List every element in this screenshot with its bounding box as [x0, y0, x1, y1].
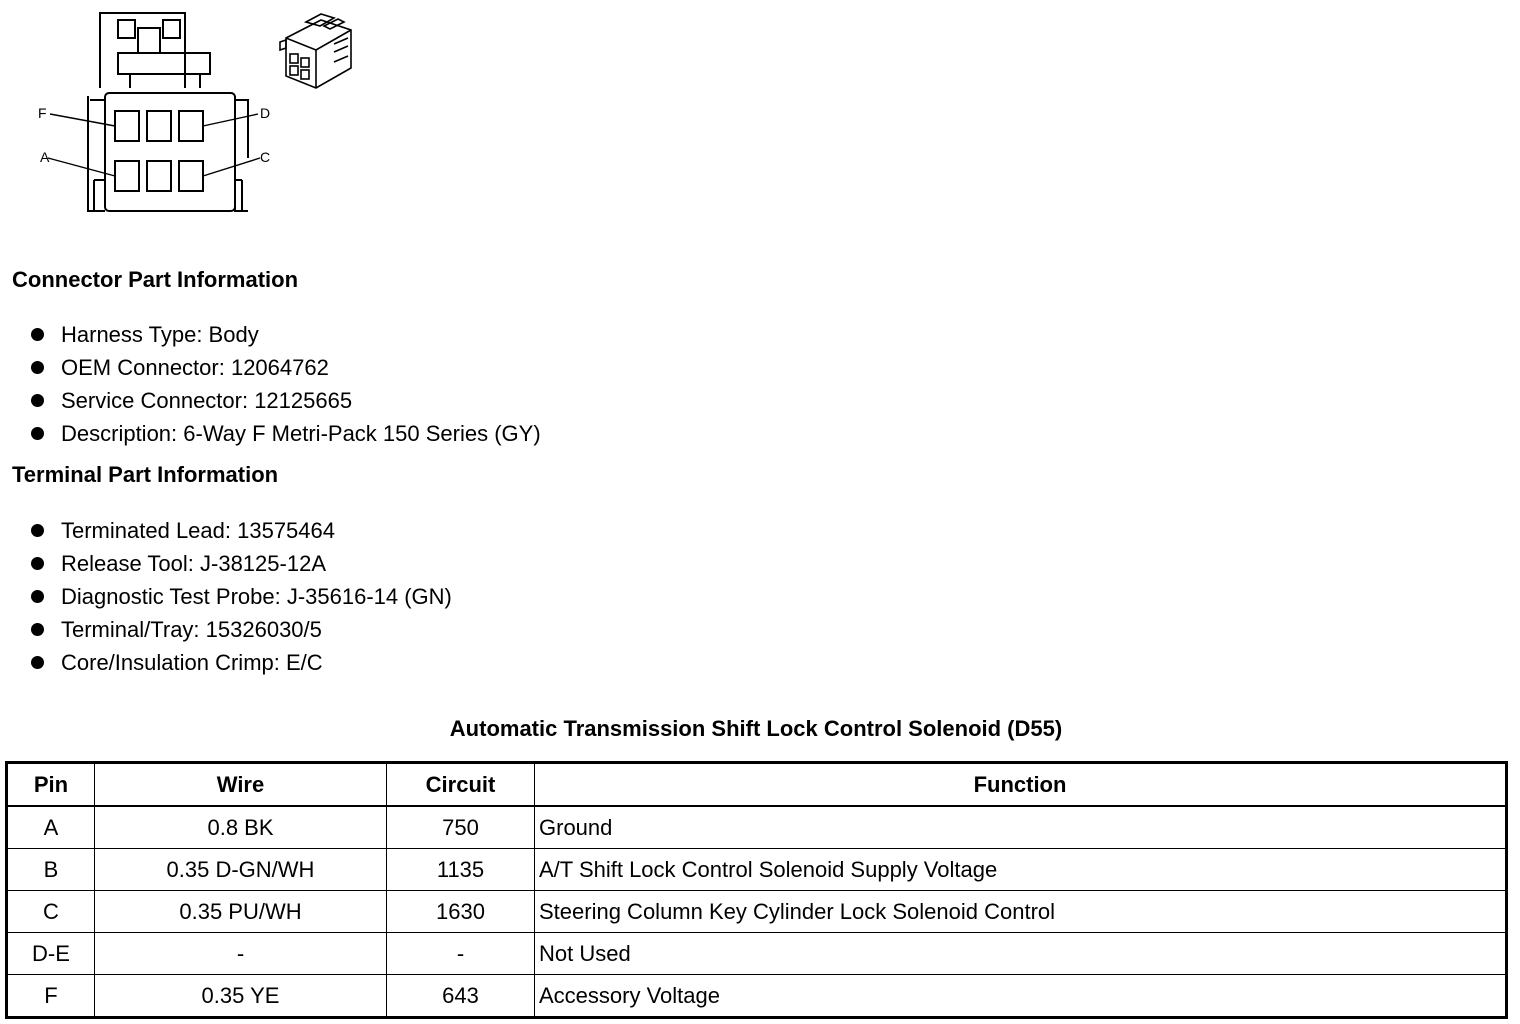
table-row [7, 849, 1507, 891]
pinout-table [5, 761, 1508, 1019]
cell-circuit: 750 [387, 806, 535, 849]
list-item [28, 318, 541, 351]
column-header-circuit: Circuit [387, 763, 535, 807]
list-item-text: Terminated Lead: 13575464 [61, 518, 335, 543]
column-header-pin: Pin [7, 763, 95, 807]
pin-label-a: A [40, 149, 50, 165]
terminal-part-info-heading: Terminal Part Information [12, 462, 279, 487]
connector-part-info-heading: Connector Part Information [12, 267, 299, 292]
table-header-row [7, 763, 1507, 807]
bullet-icon [31, 328, 44, 341]
bullet-icon [31, 557, 44, 570]
cell-wire: 0.35 D-GN/WH [95, 849, 387, 891]
cell-pin: C [7, 891, 95, 933]
list-item-text: Terminal/Tray: 15326030/5 [61, 617, 322, 642]
bullet-icon [31, 394, 44, 407]
table-row [7, 891, 1507, 933]
bullet-icon [31, 656, 44, 669]
list-item [28, 417, 541, 450]
list-item [28, 384, 541, 417]
cell-function: Not Used [535, 933, 1507, 975]
cell-pin: F [7, 975, 95, 1018]
column-header-function: Function [535, 763, 1507, 807]
terminal-part-info-list [28, 514, 452, 679]
column-header-wire: Wire [95, 763, 387, 807]
list-item [28, 547, 452, 580]
cell-wire: - [95, 933, 387, 975]
cell-wire: 0.35 PU/WH [95, 891, 387, 933]
list-item [28, 580, 452, 613]
list-item-text: Harness Type: Body [61, 322, 259, 347]
cell-circuit: 643 [387, 975, 535, 1018]
list-item-text: Description: 6-Way F Metri-Pack 150 Series (GY) [61, 421, 541, 446]
pinout-table-title: Automatic Transmission Shift Lock Control Solenoid (D55) [449, 716, 1063, 741]
bullet-icon [31, 590, 44, 603]
pin-label-d: D [260, 105, 271, 121]
cell-pin: A [7, 806, 95, 849]
cell-wire: 0.8 BK [95, 806, 387, 849]
pin-label-f: F [38, 105, 47, 121]
list-item-text: Core/Insulation Crimp: E/C [61, 650, 323, 675]
list-item [28, 351, 541, 384]
bullet-icon [31, 524, 44, 537]
cell-pin: D-E [7, 933, 95, 975]
pin-label-c: C [260, 149, 271, 165]
list-item [28, 646, 452, 679]
bullet-icon [31, 623, 44, 636]
table-row [7, 933, 1507, 975]
cell-function: A/T Shift Lock Control Solenoid Supply Voltage [535, 849, 1507, 891]
list-item-text: Service Connector: 12125665 [61, 388, 353, 413]
cell-circuit: - [387, 933, 535, 975]
list-item [28, 613, 452, 646]
bullet-icon [31, 427, 44, 440]
list-item [28, 514, 452, 547]
table-row [7, 975, 1507, 1018]
list-item-text: OEM Connector: 12064762 [61, 355, 329, 380]
table-row [7, 806, 1507, 849]
connector-part-info-list [28, 318, 541, 450]
cell-pin: B [7, 849, 95, 891]
list-item-text: Release Tool: J-38125-12A [61, 551, 326, 576]
list-item-text: Diagnostic Test Probe: J-35616-14 (GN) [61, 584, 452, 609]
connector-face-diagram [30, 8, 280, 218]
cell-function: Ground [535, 806, 1507, 849]
cell-function: Accessory Voltage [535, 975, 1507, 1018]
cell-function: Steering Column Key Cylinder Lock Solenoid Control [535, 891, 1507, 933]
connector-isometric-image [276, 8, 362, 94]
cell-wire: 0.35 YE [95, 975, 387, 1018]
cell-circuit: 1630 [387, 891, 535, 933]
cell-circuit: 1135 [387, 849, 535, 891]
bullet-icon [31, 361, 44, 374]
